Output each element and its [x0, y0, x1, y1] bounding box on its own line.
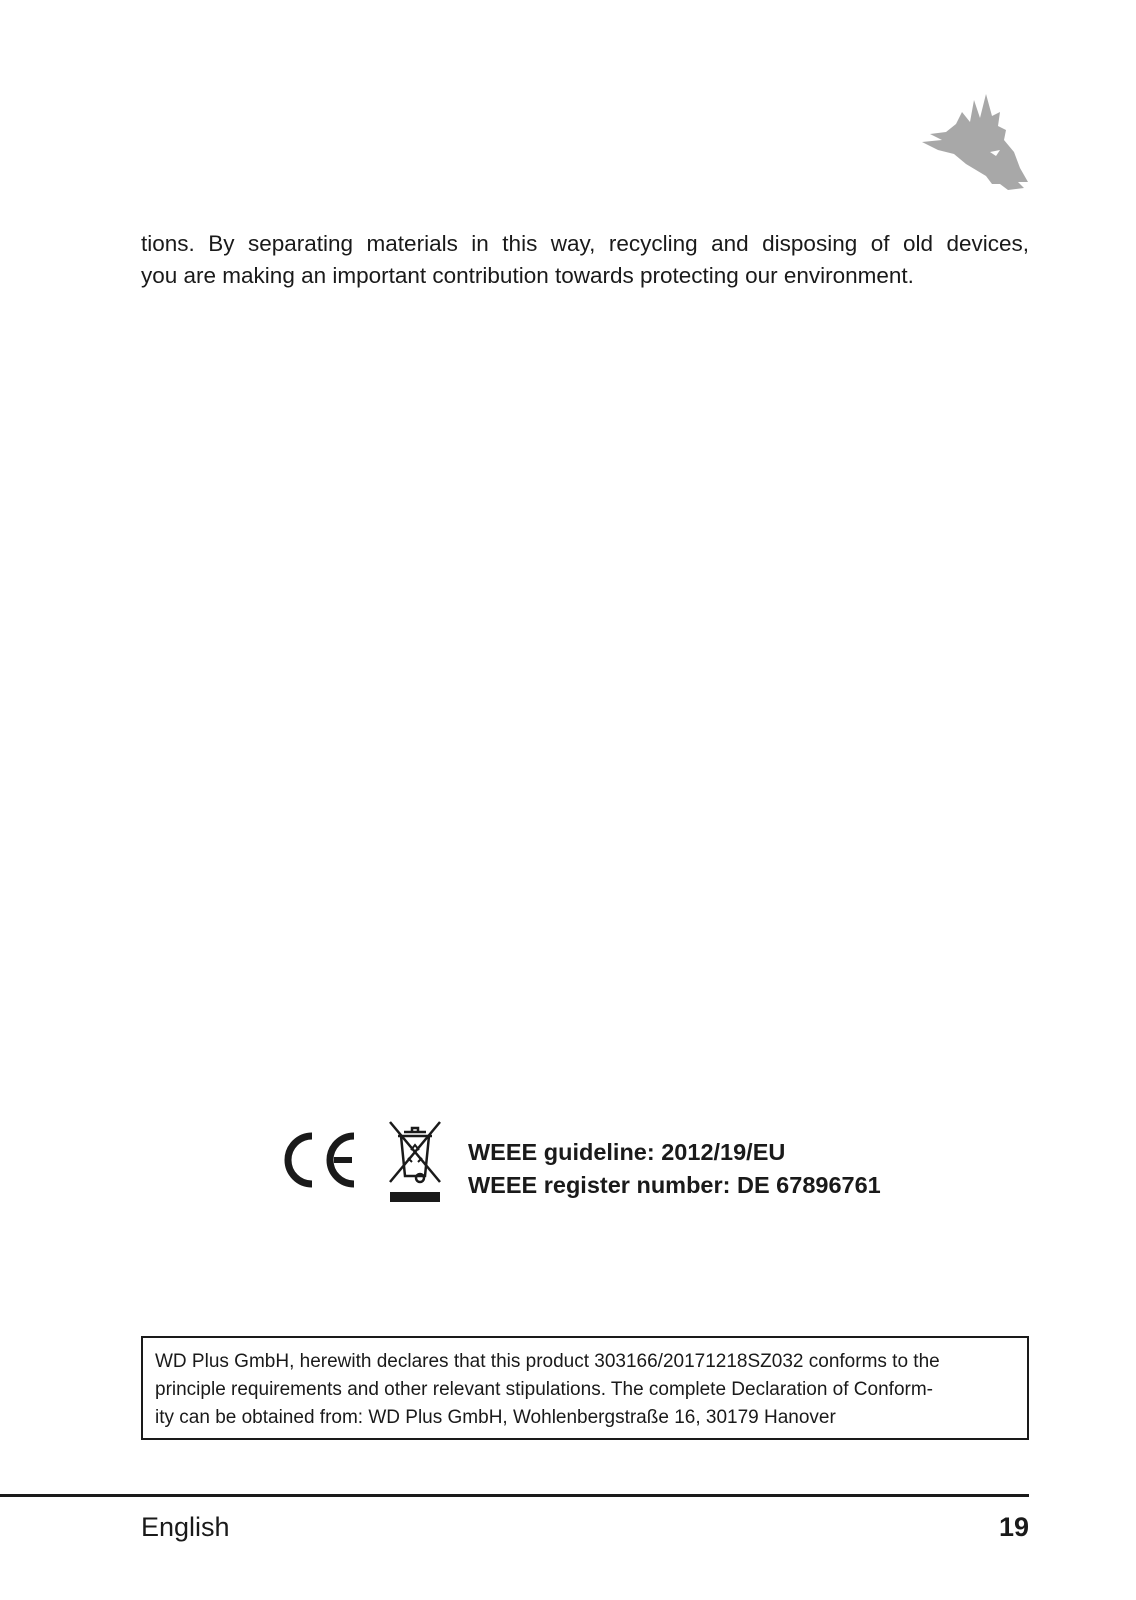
page-number: 19 [998, 1512, 1029, 1542]
footer-divider [0, 1494, 1029, 1497]
weee-register-number: WEEE register number: DE 67896761 [468, 1172, 881, 1198]
wolf-logo-icon [920, 92, 1030, 200]
body-line: tions. By separating materials in this way, recycling and disposing of old devices, [141, 231, 1029, 256]
weee-info [468, 1136, 881, 1202]
body-paragraph [141, 228, 1029, 292]
declaration-of-conformity-box [141, 1336, 1029, 1440]
weee-guideline: WEEE guideline: 2012/19/EU [468, 1139, 786, 1165]
declaration-line: ity can be obtained from: WD Plus GmbH, Wohlenbergstraße 16, 30179 Hanover [155, 1407, 836, 1428]
declaration-line: principle requirements and other relevant stipulations. The complete Declaration of Conform- [155, 1379, 933, 1400]
weee-crossed-bin-icon [384, 1118, 446, 1204]
declaration-line: WD Plus GmbH, herewith declares that this product 303166/20171218SZ032 conforms to the [155, 1351, 940, 1372]
footer-language: English [141, 1512, 230, 1542]
ce-mark-icon [284, 1130, 364, 1190]
body-line: you are making an important contribution towards protecting our environment. [141, 263, 914, 288]
